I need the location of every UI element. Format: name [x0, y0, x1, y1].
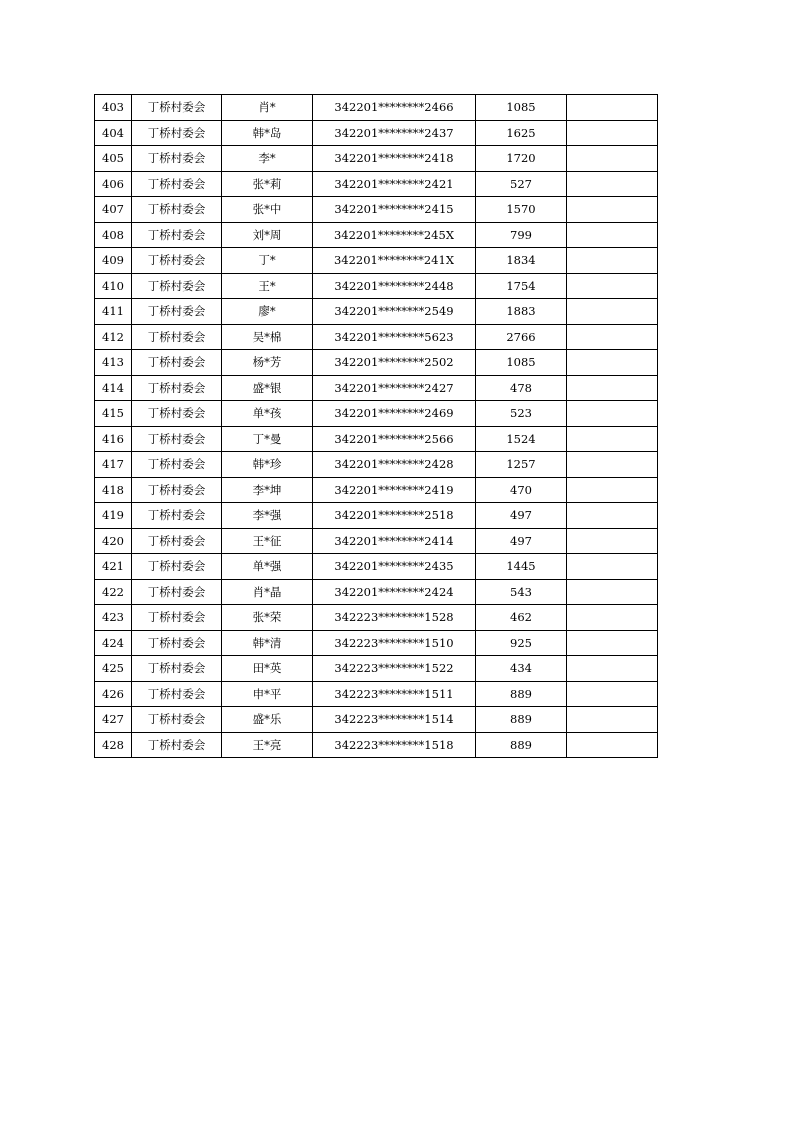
amount-cell: 1445	[476, 554, 567, 580]
id-number-cell: 342223********1522	[313, 656, 476, 682]
row-number-cell: 426	[95, 681, 132, 707]
amount-cell: 925	[476, 630, 567, 656]
id-number-cell: 342201********241X	[313, 248, 476, 274]
table-row	[95, 707, 658, 733]
name-cell: 李*	[222, 146, 313, 172]
name-cell: 单*孩	[222, 401, 313, 427]
name-cell: 申*平	[222, 681, 313, 707]
table-row	[95, 579, 658, 605]
village-committee-cell: 丁桥村委会	[132, 605, 222, 631]
name-cell: 刘*周	[222, 222, 313, 248]
village-committee-cell: 丁桥村委会	[132, 350, 222, 376]
row-number-cell: 415	[95, 401, 132, 427]
remark-cell	[567, 503, 658, 529]
amount-cell: 1625	[476, 120, 567, 146]
row-number-cell: 412	[95, 324, 132, 350]
table-row	[95, 324, 658, 350]
remark-cell	[567, 656, 658, 682]
id-number-cell: 342201********2502	[313, 350, 476, 376]
village-committee-cell: 丁桥村委会	[132, 197, 222, 223]
amount-cell: 434	[476, 656, 567, 682]
name-cell: 李*坤	[222, 477, 313, 503]
id-number-cell: 342223********1511	[313, 681, 476, 707]
row-number-cell: 408	[95, 222, 132, 248]
id-number-cell: 342201********5623	[313, 324, 476, 350]
village-committee-cell: 丁桥村委会	[132, 503, 222, 529]
name-cell: 盛*银	[222, 375, 313, 401]
row-number-cell: 422	[95, 579, 132, 605]
remark-cell	[567, 171, 658, 197]
row-number-cell: 417	[95, 452, 132, 478]
amount-cell: 462	[476, 605, 567, 631]
village-committee-cell: 丁桥村委会	[132, 426, 222, 452]
amount-cell: 523	[476, 401, 567, 427]
row-number-cell: 420	[95, 528, 132, 554]
amount-cell: 497	[476, 528, 567, 554]
remark-cell	[567, 146, 658, 172]
table-row	[95, 630, 658, 656]
name-cell: 张*莉	[222, 171, 313, 197]
row-number-cell: 407	[95, 197, 132, 223]
name-cell: 丁*	[222, 248, 313, 274]
amount-cell: 889	[476, 732, 567, 758]
table-row	[95, 681, 658, 707]
id-number-cell: 342223********1514	[313, 707, 476, 733]
amount-cell: 1883	[476, 299, 567, 325]
village-committee-cell: 丁桥村委会	[132, 579, 222, 605]
amount-cell: 2766	[476, 324, 567, 350]
name-cell: 张*中	[222, 197, 313, 223]
table-row	[95, 171, 658, 197]
id-number-cell: 342201********2566	[313, 426, 476, 452]
table-row	[95, 248, 658, 274]
name-cell: 张*荣	[222, 605, 313, 631]
amount-cell: 1085	[476, 350, 567, 376]
table-row	[95, 452, 658, 478]
row-number-cell: 403	[95, 95, 132, 121]
row-number-cell: 404	[95, 120, 132, 146]
village-committee-cell: 丁桥村委会	[132, 477, 222, 503]
remark-cell	[567, 528, 658, 554]
row-number-cell: 405	[95, 146, 132, 172]
amount-cell: 1570	[476, 197, 567, 223]
table-row	[95, 554, 658, 580]
amount-cell: 543	[476, 579, 567, 605]
remark-cell	[567, 248, 658, 274]
table-row	[95, 503, 658, 529]
row-number-cell: 414	[95, 375, 132, 401]
row-number-cell: 428	[95, 732, 132, 758]
table-row	[95, 732, 658, 758]
amount-cell: 527	[476, 171, 567, 197]
table-row	[95, 401, 658, 427]
remark-cell	[567, 401, 658, 427]
row-number-cell: 427	[95, 707, 132, 733]
village-committee-cell: 丁桥村委会	[132, 707, 222, 733]
table-row	[95, 605, 658, 631]
row-number-cell: 421	[95, 554, 132, 580]
row-number-cell: 423	[95, 605, 132, 631]
row-number-cell: 406	[95, 171, 132, 197]
remark-cell	[567, 707, 658, 733]
village-committee-cell: 丁桥村委会	[132, 375, 222, 401]
table-row	[95, 273, 658, 299]
id-number-cell: 342201********2428	[313, 452, 476, 478]
remark-cell	[567, 95, 658, 121]
village-committee-cell: 丁桥村委会	[132, 630, 222, 656]
id-number-cell: 342223********1528	[313, 605, 476, 631]
village-committee-cell: 丁桥村委会	[132, 222, 222, 248]
table-body	[95, 95, 658, 758]
row-number-cell: 418	[95, 477, 132, 503]
row-number-cell: 413	[95, 350, 132, 376]
remark-cell	[567, 375, 658, 401]
name-cell: 盛*乐	[222, 707, 313, 733]
remark-cell	[567, 732, 658, 758]
remark-cell	[567, 324, 658, 350]
amount-cell: 470	[476, 477, 567, 503]
id-number-cell: 342201********2437	[313, 120, 476, 146]
table-row	[95, 350, 658, 376]
id-number-cell: 342223********1510	[313, 630, 476, 656]
name-cell: 韩*岛	[222, 120, 313, 146]
table-row	[95, 375, 658, 401]
data-table	[94, 94, 658, 758]
village-committee-cell: 丁桥村委会	[132, 248, 222, 274]
amount-cell: 889	[476, 707, 567, 733]
remark-cell	[567, 299, 658, 325]
table-row	[95, 426, 658, 452]
table-row	[95, 528, 658, 554]
village-committee-cell: 丁桥村委会	[132, 120, 222, 146]
name-cell: 单*强	[222, 554, 313, 580]
remark-cell	[567, 579, 658, 605]
village-committee-cell: 丁桥村委会	[132, 171, 222, 197]
id-number-cell: 342201********2415	[313, 197, 476, 223]
id-number-cell: 342201********2435	[313, 554, 476, 580]
name-cell: 吴*棉	[222, 324, 313, 350]
remark-cell	[567, 222, 658, 248]
name-cell: 杨*芳	[222, 350, 313, 376]
remark-cell	[567, 273, 658, 299]
village-committee-cell: 丁桥村委会	[132, 554, 222, 580]
amount-cell: 799	[476, 222, 567, 248]
remark-cell	[567, 197, 658, 223]
name-cell: 王*	[222, 273, 313, 299]
id-number-cell: 342201********2549	[313, 299, 476, 325]
remark-cell	[567, 477, 658, 503]
remark-cell	[567, 426, 658, 452]
village-committee-cell: 丁桥村委会	[132, 95, 222, 121]
table-row	[95, 197, 658, 223]
amount-cell: 478	[476, 375, 567, 401]
remark-cell	[567, 452, 658, 478]
id-number-cell: 342201********2448	[313, 273, 476, 299]
village-committee-cell: 丁桥村委会	[132, 528, 222, 554]
remark-cell	[567, 120, 658, 146]
amount-cell: 1524	[476, 426, 567, 452]
table-row	[95, 477, 658, 503]
id-number-cell: 342201********2414	[313, 528, 476, 554]
row-number-cell: 424	[95, 630, 132, 656]
village-committee-cell: 丁桥村委会	[132, 401, 222, 427]
id-number-cell: 342201********2418	[313, 146, 476, 172]
village-committee-cell: 丁桥村委会	[132, 681, 222, 707]
id-number-cell: 342223********1518	[313, 732, 476, 758]
village-committee-cell: 丁桥村委会	[132, 324, 222, 350]
id-number-cell: 342201********245X	[313, 222, 476, 248]
amount-cell: 497	[476, 503, 567, 529]
row-number-cell: 411	[95, 299, 132, 325]
remark-cell	[567, 350, 658, 376]
id-number-cell: 342201********2469	[313, 401, 476, 427]
amount-cell: 1720	[476, 146, 567, 172]
name-cell: 李*强	[222, 503, 313, 529]
name-cell: 肖*晶	[222, 579, 313, 605]
name-cell: 肖*	[222, 95, 313, 121]
village-committee-cell: 丁桥村委会	[132, 273, 222, 299]
amount-cell: 1257	[476, 452, 567, 478]
table-row	[95, 120, 658, 146]
row-number-cell: 410	[95, 273, 132, 299]
name-cell: 廖*	[222, 299, 313, 325]
remark-cell	[567, 630, 658, 656]
amount-cell: 1085	[476, 95, 567, 121]
table-row	[95, 222, 658, 248]
id-number-cell: 342201********2419	[313, 477, 476, 503]
name-cell: 王*亮	[222, 732, 313, 758]
village-committee-cell: 丁桥村委会	[132, 299, 222, 325]
row-number-cell: 419	[95, 503, 132, 529]
amount-cell: 1834	[476, 248, 567, 274]
remark-cell	[567, 554, 658, 580]
row-number-cell: 409	[95, 248, 132, 274]
table-row	[95, 95, 658, 121]
village-committee-cell: 丁桥村委会	[132, 656, 222, 682]
id-number-cell: 342201********2427	[313, 375, 476, 401]
remark-cell	[567, 605, 658, 631]
amount-cell: 889	[476, 681, 567, 707]
row-number-cell: 416	[95, 426, 132, 452]
name-cell: 王*征	[222, 528, 313, 554]
table-row	[95, 146, 658, 172]
id-number-cell: 342201********2421	[313, 171, 476, 197]
table-row	[95, 656, 658, 682]
village-committee-cell: 丁桥村委会	[132, 452, 222, 478]
amount-cell: 1754	[476, 273, 567, 299]
id-number-cell: 342201********2466	[313, 95, 476, 121]
name-cell: 田*英	[222, 656, 313, 682]
row-number-cell: 425	[95, 656, 132, 682]
remark-cell	[567, 681, 658, 707]
village-committee-cell: 丁桥村委会	[132, 732, 222, 758]
name-cell: 丁*曼	[222, 426, 313, 452]
id-number-cell: 342201********2424	[313, 579, 476, 605]
name-cell: 韩*珍	[222, 452, 313, 478]
id-number-cell: 342201********2518	[313, 503, 476, 529]
village-committee-cell: 丁桥村委会	[132, 146, 222, 172]
name-cell: 韩*清	[222, 630, 313, 656]
table-row	[95, 299, 658, 325]
